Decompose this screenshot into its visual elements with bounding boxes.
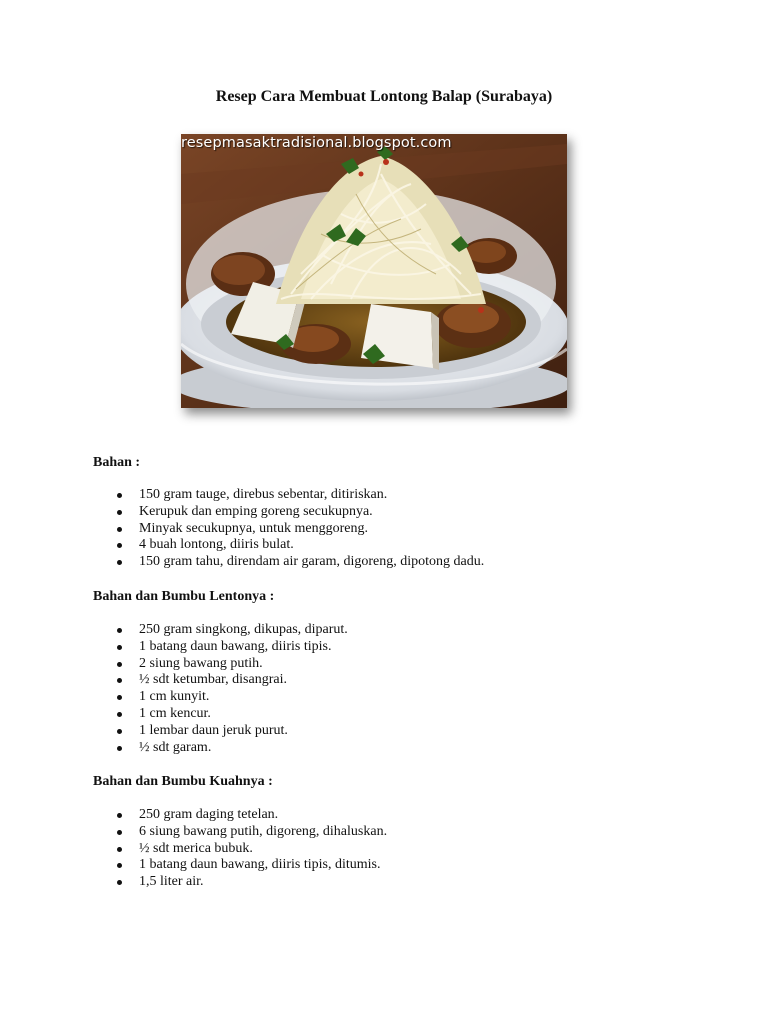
list-item: ½ sdt garam. bbox=[93, 740, 348, 757]
list-item: 4 buah lontong, diiris bulat. bbox=[93, 537, 484, 554]
list-item: 150 gram tahu, direndam air garam, digoreng, dipotong dadu. bbox=[93, 554, 484, 571]
list-item: 1 batang daun bawang, diiris tipis. bbox=[93, 639, 348, 656]
ingredient-list-lento bbox=[93, 622, 348, 756]
list-item: Minyak secukupnya, untuk menggoreng. bbox=[93, 521, 484, 538]
list-item: 1 cm kunyit. bbox=[93, 689, 348, 706]
list-item: 150 gram tauge, direbus sebentar, ditiriskan. bbox=[93, 487, 484, 504]
ingredient-list-bahan bbox=[93, 487, 484, 571]
section-heading-kuah: Bahan dan Bumbu Kuahnya : bbox=[93, 774, 273, 789]
lontong-balap-illustration bbox=[181, 134, 567, 408]
list-item: 2 siung bawang putih. bbox=[93, 656, 348, 673]
list-item: ½ sdt merica bubuk. bbox=[93, 841, 387, 858]
ingredient-list-kuah bbox=[93, 807, 387, 891]
list-item: Kerupuk dan emping goreng secukupnya. bbox=[93, 504, 484, 521]
list-item: 1,5 liter air. bbox=[93, 874, 387, 891]
list-item: 6 siung bawang putih, digoreng, dihaluskan. bbox=[93, 824, 387, 841]
list-item: 250 gram singkong, dikupas, diparut. bbox=[93, 622, 348, 639]
image-watermark: resepmasaktradisional.blogspot.com bbox=[181, 135, 452, 151]
list-item: ½ sdt ketumbar, disangrai. bbox=[93, 672, 348, 689]
list-item: 1 lembar daun jeruk purut. bbox=[93, 723, 348, 740]
section-heading-lento: Bahan dan Bumbu Lentonya : bbox=[93, 589, 275, 604]
list-item: 250 gram daging tetelan. bbox=[93, 807, 387, 824]
dish-photo bbox=[181, 134, 567, 408]
list-item: 1 batang daun bawang, diiris tipis, ditumis. bbox=[93, 857, 387, 874]
page-title: Resep Cara Membuat Lontong Balap (Surabaya) bbox=[215, 88, 553, 105]
list-item: 1 cm kencur. bbox=[93, 706, 348, 723]
section-heading-bahan: Bahan : bbox=[93, 455, 141, 470]
